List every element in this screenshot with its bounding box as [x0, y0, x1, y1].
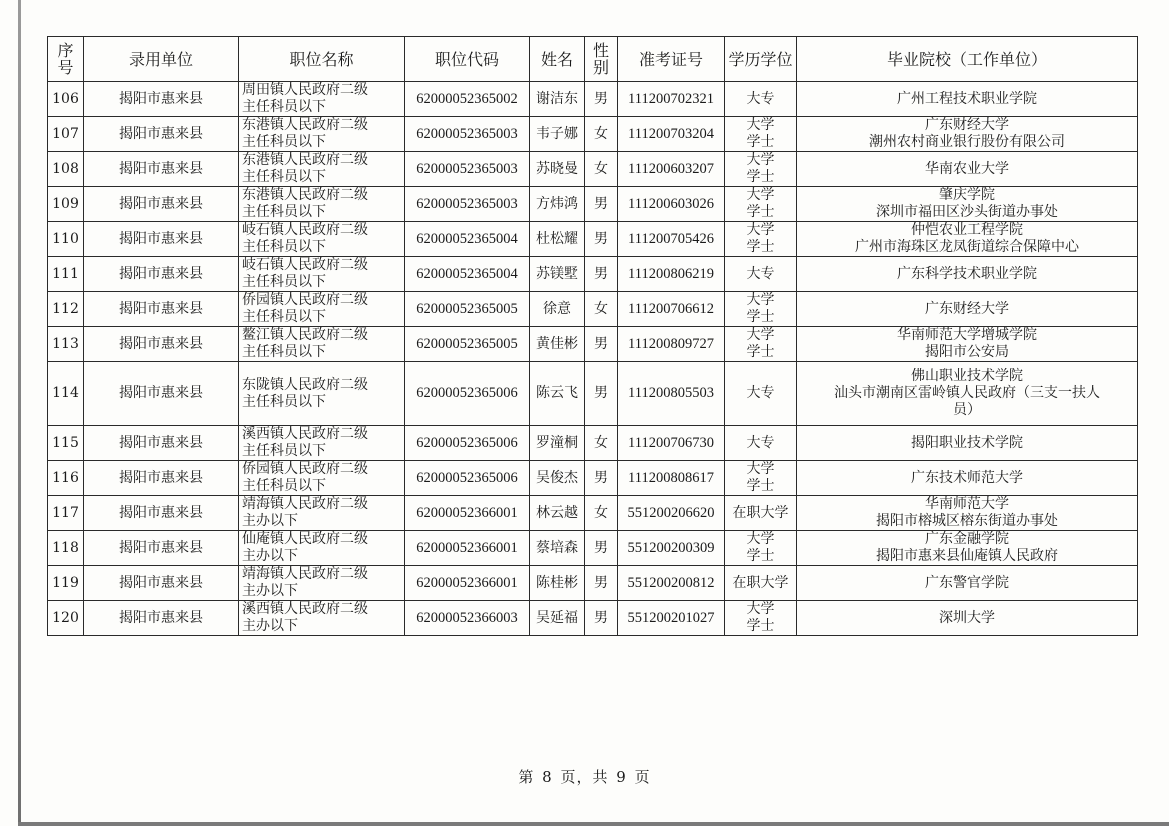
hiring-unit: 揭阳市惠来县 [84, 82, 239, 117]
row-number: 107 [48, 117, 84, 152]
post-title-line: 东陇镇人民政府二级 [242, 376, 368, 393]
education [725, 461, 797, 496]
education-line: 大专 [746, 90, 775, 107]
candidate-name: 苏晓曼 [530, 152, 585, 187]
post-title [239, 82, 405, 117]
education-line: 大学 [746, 601, 775, 617]
post-title [239, 426, 405, 461]
row-number: 119 [48, 566, 84, 601]
row-number: 111 [48, 257, 84, 292]
table-row [48, 82, 1138, 117]
post-title-line: 主任科员以下 [242, 309, 326, 325]
gender: 男 [585, 566, 618, 601]
education-line: 学士 [746, 169, 775, 185]
post-title-line: 主办以下 [242, 513, 298, 529]
education-line: 学士 [746, 548, 775, 564]
table-row [48, 461, 1138, 496]
education-line: 在职大学 [732, 504, 789, 521]
table-row [48, 152, 1138, 187]
hiring-unit: 揭阳市惠来县 [84, 327, 239, 362]
education-line: 大学 [746, 187, 775, 203]
post-code: 62000052365003 [405, 152, 530, 187]
education-line: 学士 [746, 239, 775, 255]
post-title-line: 主办以下 [242, 618, 298, 634]
ticket-number: 111200808617 [618, 461, 725, 496]
header-post: 职位名称 [239, 37, 405, 82]
graduate-school [797, 117, 1138, 152]
candidate-name: 谢洁东 [530, 82, 585, 117]
hiring-unit: 揭阳市惠来县 [84, 496, 239, 531]
post-title-line: 东港镇人民政府二级 [242, 187, 368, 203]
hiring-unit: 揭阳市惠来县 [84, 117, 239, 152]
ticket-number: 111200809727 [618, 327, 725, 362]
hiring-unit: 揭阳市惠来县 [84, 531, 239, 566]
candidate-name: 吴俊杰 [530, 461, 585, 496]
hiring-unit: 揭阳市惠来县 [84, 292, 239, 327]
table-row [48, 117, 1138, 152]
row-number: 117 [48, 496, 84, 531]
post-title-line: 溪西镇人民政府二级 [242, 601, 368, 617]
post-code: 62000052366001 [405, 496, 530, 531]
education [725, 566, 797, 601]
post-code: 62000052365004 [405, 257, 530, 292]
row-number: 108 [48, 152, 84, 187]
post-code: 62000052365002 [405, 82, 530, 117]
post-title-line: 主任科员以下 [242, 393, 326, 410]
table-row [48, 531, 1138, 566]
gender: 男 [585, 222, 618, 257]
graduate-school-line: 潮州农村商业银行股份有限公司 [869, 134, 1065, 150]
graduate-school-line: 华南师范大学 [925, 496, 1009, 512]
post-title-line: 东港镇人民政府二级 [242, 152, 368, 168]
graduate-school-line: 广州市海珠区龙凤街道综合保障中心 [855, 239, 1079, 255]
ticket-number: 551200200309 [618, 531, 725, 566]
ticket-number: 111200603026 [618, 187, 725, 222]
education-line: 学士 [746, 478, 775, 494]
table-row [48, 362, 1138, 426]
graduate-school-line: 仲恺农业工程学院 [911, 222, 1023, 238]
header-ticket: 准考证号 [618, 37, 725, 82]
ticket-number: 111200706612 [618, 292, 725, 327]
graduate-school [797, 531, 1138, 566]
hiring-unit: 揭阳市惠来县 [84, 257, 239, 292]
gender: 女 [585, 117, 618, 152]
header-unit: 录用单位 [84, 37, 239, 82]
education-line: 在职大学 [732, 574, 789, 591]
post-code: 62000052365005 [405, 292, 530, 327]
footer-suffix: 页 [634, 768, 651, 786]
gender: 女 [585, 496, 618, 531]
graduate-school-line: 揭阳市惠来县仙庵镇人民政府 [876, 548, 1058, 564]
post-title [239, 117, 405, 152]
hiring-unit: 揭阳市惠来县 [84, 222, 239, 257]
gender: 男 [585, 362, 618, 426]
graduate-school-line: 揭阳市榕城区榕东街道办事处 [876, 513, 1058, 529]
gender: 男 [585, 327, 618, 362]
table-row [48, 601, 1138, 636]
graduate-school [797, 566, 1138, 601]
ticket-number: 111200603207 [618, 152, 725, 187]
post-code: 62000052365003 [405, 117, 530, 152]
page-footer [0, 766, 1169, 787]
footer-prefix: 第 [518, 768, 535, 786]
graduate-school [797, 327, 1138, 362]
post-title [239, 187, 405, 222]
row-number: 120 [48, 601, 84, 636]
row-number: 115 [48, 426, 84, 461]
education-line: 大专 [746, 434, 775, 451]
post-code: 62000052366003 [405, 601, 530, 636]
graduate-school [797, 362, 1138, 426]
post-title-line: 主办以下 [242, 548, 298, 564]
graduate-school [797, 496, 1138, 531]
candidate-name: 苏镁墅 [530, 257, 585, 292]
row-number: 106 [48, 82, 84, 117]
gender: 男 [585, 82, 618, 117]
gender: 女 [585, 292, 618, 327]
graduate-school-line: 广州工程技术职业学院 [897, 90, 1037, 107]
ticket-number: 551200201027 [618, 601, 725, 636]
graduate-school [797, 222, 1138, 257]
post-title-line: 仙庵镇人民政府二级 [242, 531, 368, 547]
ticket-number: 111200805503 [618, 362, 725, 426]
education [725, 257, 797, 292]
ticket-number: 111200705426 [618, 222, 725, 257]
table-body [48, 82, 1138, 636]
gender: 男 [585, 601, 618, 636]
candidate-name: 蔡培森 [530, 531, 585, 566]
education [725, 152, 797, 187]
hiring-unit: 揭阳市惠来县 [84, 187, 239, 222]
education [725, 531, 797, 566]
education-line: 大专 [746, 385, 775, 401]
graduate-school-line: 肇庆学院 [939, 187, 995, 203]
post-title [239, 496, 405, 531]
graduate-school-line: 广东警官学院 [925, 574, 1009, 591]
post-title-line: 岐石镇人民政府二级 [242, 257, 368, 273]
table-row [48, 327, 1138, 362]
education-line: 大学 [746, 117, 775, 133]
gender: 女 [585, 426, 618, 461]
gender: 男 [585, 257, 618, 292]
row-number: 118 [48, 531, 84, 566]
row-number: 109 [48, 187, 84, 222]
post-code: 62000052365006 [405, 461, 530, 496]
graduate-school [797, 426, 1138, 461]
graduate-school-line: 深圳大学 [939, 609, 995, 626]
row-number: 110 [48, 222, 84, 257]
table-row [48, 187, 1138, 222]
candidate-name: 杜松耀 [530, 222, 585, 257]
post-title [239, 461, 405, 496]
row-number: 116 [48, 461, 84, 496]
header-no: 序号 [48, 37, 84, 82]
scan-edge-left [18, 0, 21, 826]
graduate-school-line: 深圳市福田区沙头街道办事处 [876, 204, 1058, 220]
candidate-name: 黄佳彬 [530, 327, 585, 362]
graduate-school-line: 广东金融学院 [925, 531, 1009, 547]
ticket-number: 111200703204 [618, 117, 725, 152]
education [725, 117, 797, 152]
post-title [239, 362, 405, 426]
post-title [239, 152, 405, 187]
post-code: 62000052365004 [405, 222, 530, 257]
education-line: 大专 [746, 265, 775, 282]
table-row [48, 222, 1138, 257]
graduate-school-line: 揭阳市公安局 [925, 344, 1009, 360]
footer-mid: 页，共 [560, 768, 609, 786]
graduate-school [797, 257, 1138, 292]
scan-edge-bottom [18, 822, 1169, 826]
post-title-line: 主任科员以下 [242, 274, 326, 290]
education-line: 学士 [746, 618, 775, 634]
post-title-line: 侨园镇人民政府二级 [242, 461, 368, 477]
post-title [239, 257, 405, 292]
education-line: 大学 [746, 327, 775, 343]
graduate-school-line: 华南师范大学增城学院 [897, 327, 1037, 343]
post-title-line: 主任科员以下 [242, 99, 326, 115]
post-title [239, 327, 405, 362]
education-line: 大学 [746, 222, 775, 238]
header-code: 职位代码 [405, 37, 530, 82]
post-code: 62000052365006 [405, 426, 530, 461]
row-number: 112 [48, 292, 84, 327]
post-code: 62000052366001 [405, 566, 530, 601]
post-code: 62000052366001 [405, 531, 530, 566]
graduate-school-line: 员） [953, 402, 981, 418]
education [725, 222, 797, 257]
education-line: 大学 [746, 152, 775, 168]
education [725, 82, 797, 117]
graduate-school [797, 187, 1138, 222]
ticket-number: 551200206620 [618, 496, 725, 531]
post-title [239, 292, 405, 327]
hiring-unit: 揭阳市惠来县 [84, 362, 239, 426]
post-title-line: 主办以下 [242, 583, 298, 599]
post-title-line: 靖海镇人民政府二级 [242, 496, 368, 512]
gender: 男 [585, 461, 618, 496]
table-row [48, 292, 1138, 327]
education [725, 496, 797, 531]
ticket-number: 111200806219 [618, 257, 725, 292]
post-title-line: 周田镇人民政府二级 [242, 82, 368, 98]
graduate-school-line: 广东财经大学 [925, 117, 1009, 133]
candidate-name: 徐意 [530, 292, 585, 327]
post-title-line: 主任科员以下 [242, 478, 326, 494]
table-row [48, 496, 1138, 531]
education-line: 大学 [746, 292, 775, 308]
hiring-unit: 揭阳市惠来县 [84, 426, 239, 461]
gender: 男 [585, 187, 618, 222]
post-title [239, 222, 405, 257]
post-title-line: 主任科员以下 [242, 344, 326, 360]
candidate-name: 方炜鸿 [530, 187, 585, 222]
candidate-name: 罗潼桐 [530, 426, 585, 461]
header-row [48, 37, 1138, 82]
graduate-school [797, 152, 1138, 187]
graduate-school-line: 揭阳职业技术学院 [911, 434, 1023, 451]
post-code: 62000052365003 [405, 187, 530, 222]
post-title [239, 531, 405, 566]
row-number: 114 [48, 362, 84, 426]
post-title-line: 主任科员以下 [242, 134, 326, 150]
graduate-school-line: 佛山职业技术学院 [911, 368, 1023, 384]
graduate-school-line: 华南农业大学 [925, 160, 1009, 177]
post-title-line: 主任科员以下 [242, 204, 326, 220]
candidate-name: 韦子娜 [530, 117, 585, 152]
hiring-unit: 揭阳市惠来县 [84, 152, 239, 187]
post-title-line: 鳌江镇人民政府二级 [242, 327, 368, 343]
post-title-line: 靖海镇人民政府二级 [242, 566, 368, 582]
hiring-unit: 揭阳市惠来县 [84, 566, 239, 601]
candidate-name: 吴延福 [530, 601, 585, 636]
candidate-name: 陈云飞 [530, 362, 585, 426]
row-number: 113 [48, 327, 84, 362]
education [725, 327, 797, 362]
candidate-name: 林云越 [530, 496, 585, 531]
post-title-line: 主任科员以下 [242, 169, 326, 185]
post-title [239, 601, 405, 636]
graduate-school-line: 广东财经大学 [925, 300, 1009, 317]
hiring-unit: 揭阳市惠来县 [84, 461, 239, 496]
header-gender: 性别 [585, 37, 618, 82]
table-row [48, 426, 1138, 461]
post-code: 62000052365006 [405, 362, 530, 426]
footer-page-number: 8 [542, 768, 553, 786]
post-title-line: 东港镇人民政府二级 [242, 117, 368, 133]
post-title-line: 岐石镇人民政府二级 [242, 222, 368, 238]
gender: 女 [585, 152, 618, 187]
post-title-line: 溪西镇人民政府二级 [242, 426, 368, 442]
graduate-school-line: 广东技术师范大学 [911, 469, 1023, 486]
header-school: 毕业院校（工作单位） [797, 37, 1138, 82]
post-title-line: 主任科员以下 [242, 443, 326, 459]
post-title [239, 566, 405, 601]
table-row [48, 566, 1138, 601]
graduate-school-line: 汕头市潮南区雷岭镇人民政府（三支一扶人 [834, 385, 1100, 401]
education [725, 292, 797, 327]
graduate-school-line: 广东科学技术职业学院 [897, 265, 1037, 282]
education-line: 学士 [746, 204, 775, 220]
education-line: 大学 [746, 461, 775, 477]
candidate-name: 陈桂彬 [530, 566, 585, 601]
education [725, 187, 797, 222]
graduate-school [797, 292, 1138, 327]
education-line: 学士 [746, 344, 775, 360]
footer-total-pages: 9 [616, 768, 627, 786]
hiring-unit: 揭阳市惠来县 [84, 601, 239, 636]
post-title-line: 侨园镇人民政府二级 [242, 292, 368, 308]
education-line: 学士 [746, 309, 775, 325]
ticket-number: 111200706730 [618, 426, 725, 461]
graduate-school [797, 461, 1138, 496]
education-line: 大学 [746, 531, 775, 547]
post-code: 62000052365005 [405, 327, 530, 362]
education [725, 362, 797, 426]
gender: 男 [585, 531, 618, 566]
education-line: 学士 [746, 134, 775, 150]
post-title-line: 主任科员以下 [242, 239, 326, 255]
table-row [48, 257, 1138, 292]
header-name: 姓名 [530, 37, 585, 82]
education [725, 426, 797, 461]
header-education: 学历学位 [725, 37, 797, 82]
admission-roster-table [47, 36, 1138, 636]
ticket-number: 551200200812 [618, 566, 725, 601]
graduate-school [797, 82, 1138, 117]
ticket-number: 111200702321 [618, 82, 725, 117]
graduate-school [797, 601, 1138, 636]
education [725, 601, 797, 636]
